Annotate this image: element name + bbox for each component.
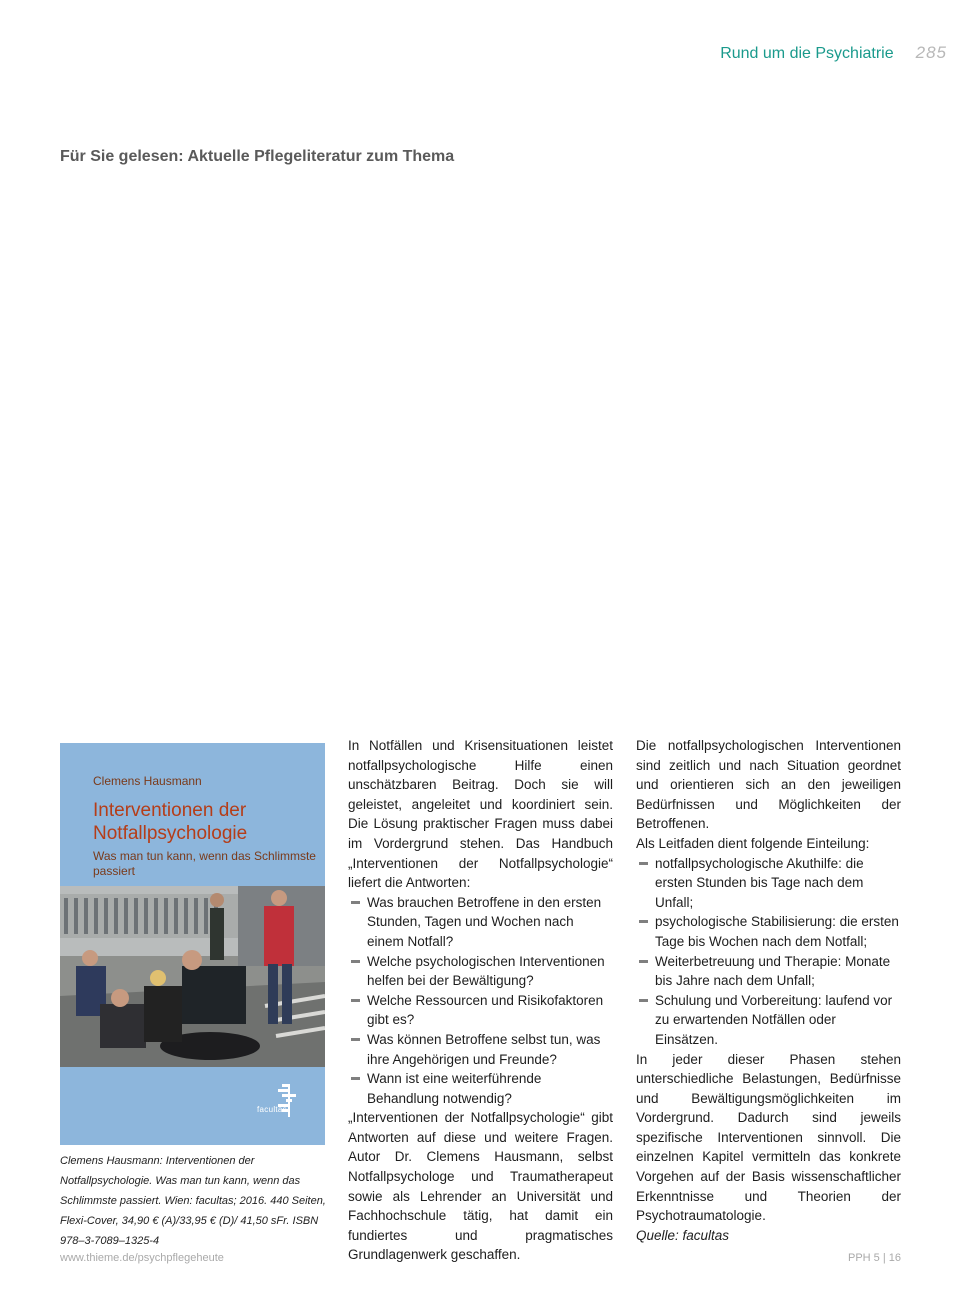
page-title: Für Sie gelesen: Aktuelle Pflegeliteratur zum Thema bbox=[60, 148, 455, 165]
question-list bbox=[348, 893, 613, 1109]
list-intro: Als Leitfaden dient folgende Einteilung: bbox=[636, 835, 870, 851]
cover-photo bbox=[60, 886, 325, 1067]
page-number: 285 bbox=[915, 43, 947, 62]
list-item: Weiterbetreuung und Therapie: Monate bis Jahre nach dem Unfall; bbox=[636, 952, 901, 991]
list-item: notfallpsychologische Akuthilfe: die ersten Stunden bis Tage nach dem Unfall; bbox=[636, 854, 901, 913]
publisher-name: facultas bbox=[257, 1105, 287, 1114]
text-column-1 bbox=[348, 736, 613, 1265]
list-item: psychologische Stabilisierung: die ersten Tage bis Wochen nach dem Notfall; bbox=[636, 912, 901, 951]
footer-issue: PPH 5 | 16 bbox=[848, 1252, 901, 1264]
source-line: Quelle: facultas bbox=[636, 1227, 730, 1243]
cover-author: Clemens Hausmann bbox=[93, 774, 202, 788]
list-item: Welche Ressourcen und Risikofaktoren gibt es? bbox=[348, 991, 613, 1030]
list-item: Was können Betroffene selbst tun, was ihre Angehörigen und Freunde? bbox=[348, 1030, 613, 1069]
conclusion-paragraph: In jeder dieser Phasen stehen unterschiedliche Belastungen, Bedürfnisse und Bewältigungsmöglichkeiten im Vordergrund. Dadurch sind jeweils spezifische Interventionen sinnvoll. Die einzelnen Kapitel vermitteln das konkrete Vorgehen auf der Basis wissenschaftlicher Erkenntnisse und Theorien der Psychotraumatologie. bbox=[636, 1051, 901, 1224]
book-cover bbox=[60, 743, 325, 1145]
cover-title: Interventionen der Notfallpsychologie bbox=[93, 800, 248, 844]
footer-url[interactable]: www.thieme.de/psychpflegeheute bbox=[60, 1252, 224, 1264]
list-item: Schulung und Vorbereitung: laufend vor zu erwartenden Notfällen oder Einsätzen. bbox=[636, 991, 901, 1050]
body-paragraph: Die notfallpsychologischen Interventionen sind zeitlich und nach Situation geordnet und orientieren sich an den jeweiligen Bedürfnissen und Möglichkeiten der Betroffenen. bbox=[636, 738, 901, 832]
cover-subtitle: Was man tun kann, wenn das Schlimmste passiert bbox=[93, 849, 316, 878]
intro-paragraph: In Notfällen und Krisensituationen leistet notfallpsychologische Hilfe einen unschätzbaren Beitrag. Doch sie will geleistet, angeleitet und koordiniert sein. Die Lösung praktischer Fragen muss dabei im Vordergrund stehen. Das Handbuch „Interventionen der Notfallpsychologie“ liefert die Antworten: bbox=[348, 738, 613, 891]
running-head bbox=[720, 43, 947, 63]
list-item: Wann ist eine weiterführende Behandlung notwendig? bbox=[348, 1069, 613, 1108]
list-item: Was brauchen Betroffene in den ersten Stunden, Tagen und Wochen nach einem Notfall? bbox=[348, 893, 613, 952]
text-column-2 bbox=[636, 736, 901, 1245]
closing-paragraph: „Interventionen der Notfallpsychologie“ gibt Antworten auf diese und weitere Fragen. Autor Dr. Clemens Hausmann, selbst Notfallpsychologe und Traumatherapeut sowie als Lehrender an Universität und Fachhochschule tätig, hat damit ein fundiertes und pragmatisches Grundlagenwerk geschaffen. bbox=[348, 1110, 613, 1263]
book-caption: Clemens Hausmann: Interventionen der Notfallpsychologie. Was man tun kann, wenn das Schlimmste passiert. Wien: facultas; 2016. 440 Seiten, Flexi-Cover, 34,90 € (A)/33,95 € (D)/ 41,50 sFr. ISBN 978–3-7089–1325-4 bbox=[60, 1155, 326, 1247]
phase-list bbox=[636, 854, 901, 1050]
section-name: Rund um die Psychiatrie bbox=[720, 45, 894, 62]
list-item: Welche psychologischen Interventionen helfen bei der Bewältigung? bbox=[348, 952, 613, 991]
